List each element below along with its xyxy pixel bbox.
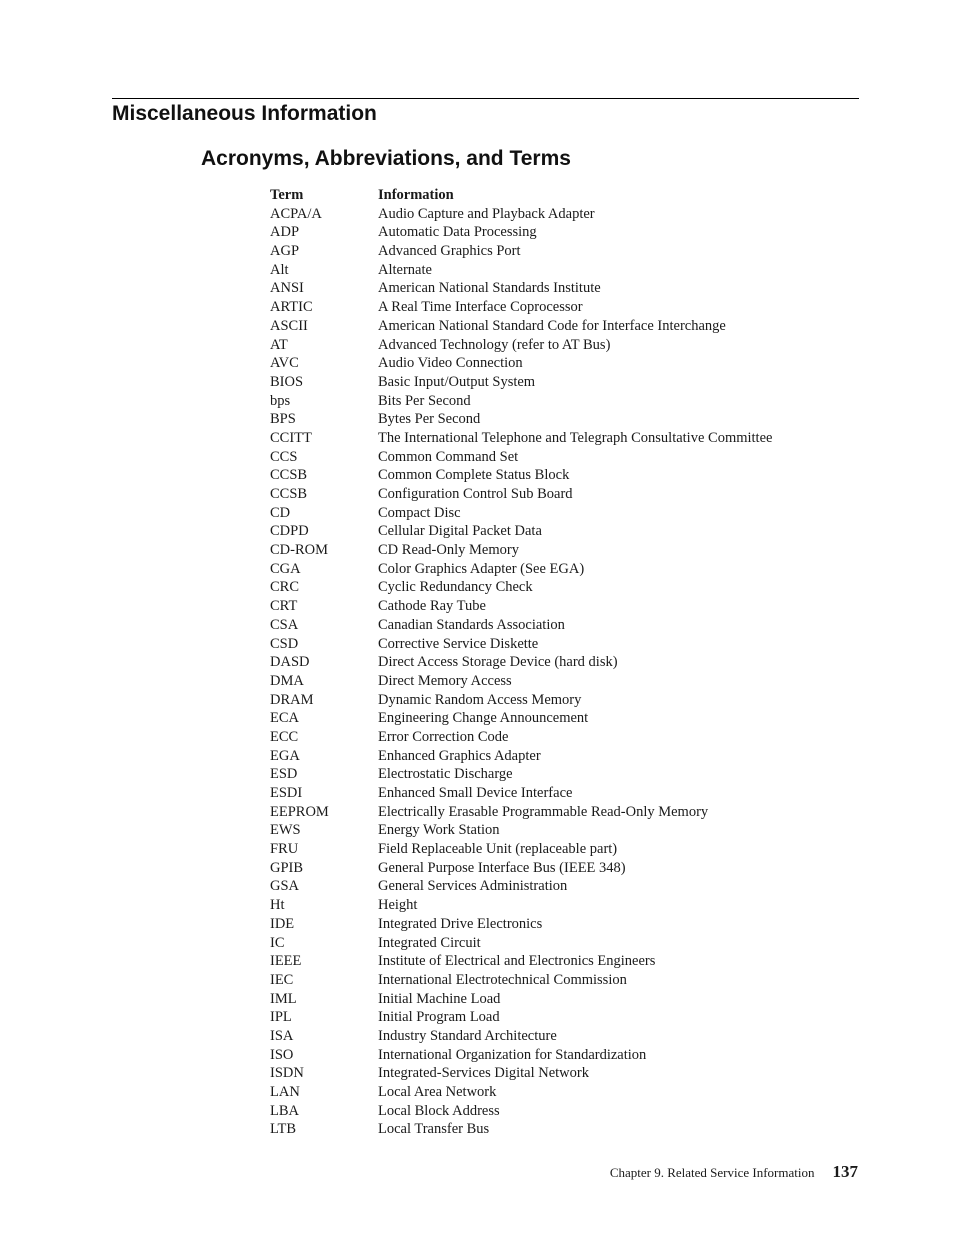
- table-row: [270, 541, 830, 560]
- term-cell: ISA: [270, 1027, 294, 1044]
- information-cell: Common Command Set: [378, 448, 519, 465]
- term-cell: EGA: [270, 747, 300, 764]
- table-row: [270, 354, 830, 373]
- term-cell: EEPROM: [270, 803, 329, 820]
- table-row: [270, 1008, 830, 1027]
- information-cell: CD Read-Only Memory: [378, 542, 519, 559]
- term-cell: CSA: [270, 616, 299, 633]
- information-cell: General Purpose Interface Bus (IEEE 348): [378, 859, 626, 876]
- table-row: [270, 578, 830, 597]
- term-cell: CDPD: [270, 523, 309, 540]
- term-cell: LBA: [270, 1102, 299, 1119]
- term-cell: ECA: [270, 710, 299, 727]
- table-row: [270, 803, 830, 822]
- term-cell: ASCII: [270, 317, 308, 334]
- table-row: [270, 261, 830, 280]
- information-cell: Industry Standard Architecture: [378, 1027, 557, 1044]
- term-cell: AT: [270, 336, 288, 353]
- information-cell: Engineering Change Announcement: [378, 710, 589, 727]
- term-cell: ADP: [270, 224, 300, 241]
- information-cell: Corrective Service Diskette: [378, 635, 539, 652]
- terms-table-body: [270, 205, 830, 1139]
- information-cell: The International Telephone and Telegraph Consultative Committee: [378, 429, 773, 446]
- information-cell: Configuration Control Sub Board: [378, 486, 573, 502]
- information-cell: Institute of Electrical and Electronics Engineers: [378, 953, 656, 970]
- information-cell: Integrated Circuit: [378, 934, 481, 951]
- term-cell: Ht: [270, 897, 285, 914]
- term-cell: AVC: [270, 355, 299, 372]
- term-cell: DASD: [270, 654, 310, 671]
- term-cell: IEC: [270, 971, 294, 988]
- term-cell: CRT: [270, 598, 298, 615]
- information-cell: Advanced Graphics Port: [378, 243, 521, 260]
- information-cell: Electrically Erasable Programmable Read-Only Memory: [378, 803, 709, 820]
- term-cell: CCSB: [270, 486, 308, 502]
- term-cell: CSD: [270, 635, 299, 652]
- term-cell: BPS: [270, 411, 296, 428]
- information-cell: Dynamic Random Access Memory: [378, 691, 582, 708]
- term-cell: IDE: [270, 915, 295, 932]
- table-row: [270, 896, 830, 915]
- term-cell: ISO: [270, 1046, 294, 1063]
- term-cell: EWS: [270, 822, 301, 839]
- header-term: Term: [270, 187, 304, 203]
- information-cell: Cyclic Redundancy Check: [378, 579, 533, 596]
- table-row: [270, 373, 830, 392]
- information-cell: Alternate: [378, 261, 432, 278]
- information-cell: Cellular Digital Packet Data: [378, 523, 542, 540]
- table-row: [270, 223, 830, 242]
- table-row: [270, 1027, 830, 1046]
- table-row: [270, 840, 830, 859]
- table-row: [270, 747, 830, 766]
- information-cell: Integrated-Services Digital Network: [378, 1065, 589, 1082]
- information-cell: General Services Administration: [378, 878, 568, 895]
- term-cell: CRC: [270, 579, 300, 596]
- term-cell: CD-ROM: [270, 542, 329, 559]
- information-cell: Error Correction Code: [378, 728, 509, 745]
- table-row: [270, 504, 830, 523]
- term-cell: ANSI: [270, 280, 304, 297]
- information-cell: American National Standard Code for Interface Interchange: [378, 317, 726, 334]
- information-cell: Height: [378, 897, 418, 914]
- information-cell: Enhanced Graphics Adapter: [378, 747, 541, 764]
- information-cell: Canadian Standards Association: [378, 616, 565, 633]
- table-row: [270, 859, 830, 878]
- page-number: 137: [832, 1162, 858, 1181]
- section-heading: Miscellaneous Information: [112, 102, 377, 125]
- term-cell: CCITT: [270, 429, 312, 446]
- information-cell: Audio Video Connection: [378, 355, 523, 372]
- term-cell: LTB: [270, 1121, 297, 1138]
- information-cell: Local Area Network: [378, 1084, 497, 1100]
- table-row: [270, 672, 830, 691]
- information-cell: Bytes Per Second: [378, 411, 481, 428]
- terms-table: [270, 186, 830, 1139]
- table-row: [270, 242, 830, 261]
- table-row: [270, 336, 830, 355]
- information-cell: A Real Time Interface Coprocessor: [378, 299, 583, 316]
- table-row: [270, 709, 830, 728]
- table-row: [270, 784, 830, 803]
- term-cell: ESDI: [270, 785, 303, 801]
- sub-heading: Acronyms, Abbreviations, and Terms: [201, 147, 571, 170]
- table-row: [270, 915, 830, 934]
- table-row: [270, 485, 830, 504]
- table-row: [270, 560, 830, 579]
- term-cell: ISDN: [270, 1065, 304, 1082]
- term-cell: FRU: [270, 841, 299, 858]
- table-row: [270, 616, 830, 635]
- page-footer: [610, 1162, 858, 1182]
- information-cell: Compact Disc: [378, 504, 461, 521]
- table-row: [270, 821, 830, 840]
- term-cell: GPIB: [270, 859, 304, 876]
- table-row: [270, 653, 830, 672]
- term-cell: IML: [270, 990, 297, 1007]
- information-cell: Field Replaceable Unit (replaceable part): [378, 841, 618, 858]
- term-cell: DMA: [270, 672, 304, 689]
- table-row: [270, 765, 830, 784]
- footer-chapter: Chapter 9. Related Service Information: [609, 1165, 815, 1180]
- table-row: [270, 522, 830, 541]
- information-cell: Basic Input/Output System: [378, 373, 536, 390]
- table-row: [270, 298, 830, 317]
- table-row: [270, 279, 830, 298]
- table-row: [270, 1064, 830, 1083]
- heading-rule: [112, 98, 859, 99]
- information-cell: Enhanced Small Device Interface: [378, 785, 573, 801]
- information-cell: Common Complete Status Block: [378, 467, 570, 484]
- table-row: [270, 205, 830, 224]
- table-row: [270, 728, 830, 747]
- term-cell: BIOS: [270, 373, 304, 390]
- table-row: [270, 597, 830, 616]
- term-cell: IPL: [270, 1009, 292, 1026]
- information-cell: Bits Per Second: [378, 392, 471, 409]
- term-cell: ARTIC: [270, 299, 313, 316]
- information-cell: Integrated Drive Electronics: [378, 915, 543, 932]
- term-cell: CD: [270, 504, 291, 521]
- term-cell: IEEE: [270, 953, 302, 970]
- information-cell: Direct Access Storage Device (hard disk): [378, 654, 618, 671]
- table-row: [270, 410, 830, 429]
- term-cell: CCS: [270, 448, 298, 465]
- information-cell: Automatic Data Processing: [378, 224, 537, 241]
- information-cell: Direct Memory Access: [378, 672, 512, 689]
- information-cell: Audio Capture and Playback Adapter: [378, 205, 595, 222]
- table-row: [270, 392, 830, 411]
- information-cell: Energy Work Station: [378, 822, 500, 839]
- header-information: Information: [378, 187, 454, 203]
- term-cell: ESD: [270, 766, 298, 783]
- information-cell: International Electrotechnical Commission: [378, 971, 627, 988]
- term-cell: CCSB: [270, 467, 308, 484]
- table-row: [270, 1083, 830, 1102]
- information-cell: Local Transfer Bus: [378, 1121, 490, 1138]
- table-row: [270, 691, 830, 710]
- term-cell: GSA: [270, 878, 300, 895]
- terms-table-header: [270, 186, 830, 205]
- table-row: [270, 429, 830, 448]
- term-cell: bps: [270, 392, 291, 409]
- information-cell: Advanced Technology (refer to AT Bus): [378, 336, 611, 353]
- term-cell: CGA: [270, 560, 301, 577]
- information-cell: Local Block Address: [378, 1102, 500, 1119]
- table-row: [270, 1102, 830, 1121]
- table-row: [270, 952, 830, 971]
- table-row: [270, 971, 830, 990]
- information-cell: Initial Program Load: [378, 1009, 500, 1026]
- term-cell: DRAM: [270, 691, 314, 708]
- table-row: [270, 934, 830, 953]
- term-cell: Alt: [270, 261, 289, 278]
- table-row: [270, 1120, 830, 1139]
- table-row: [270, 448, 830, 467]
- table-row: [270, 990, 830, 1009]
- term-cell: IC: [270, 934, 285, 951]
- information-cell: International Organization for Standardization: [378, 1046, 647, 1063]
- table-row: [270, 877, 830, 896]
- information-cell: Cathode Ray Tube: [378, 598, 486, 615]
- term-cell: AGP: [270, 243, 300, 260]
- term-cell: ACPA/A: [270, 205, 322, 222]
- information-cell: Color Graphics Adapter (See EGA): [378, 560, 585, 577]
- term-cell: LAN: [270, 1084, 300, 1100]
- information-cell: Initial Machine Load: [378, 990, 501, 1007]
- information-cell: Electrostatic Discharge: [378, 766, 513, 783]
- table-row: [270, 466, 830, 485]
- table-row: [270, 635, 830, 654]
- table-row: [270, 317, 830, 336]
- information-cell: American National Standards Institute: [378, 280, 601, 297]
- term-cell: ECC: [270, 728, 299, 745]
- table-row: [270, 1046, 830, 1065]
